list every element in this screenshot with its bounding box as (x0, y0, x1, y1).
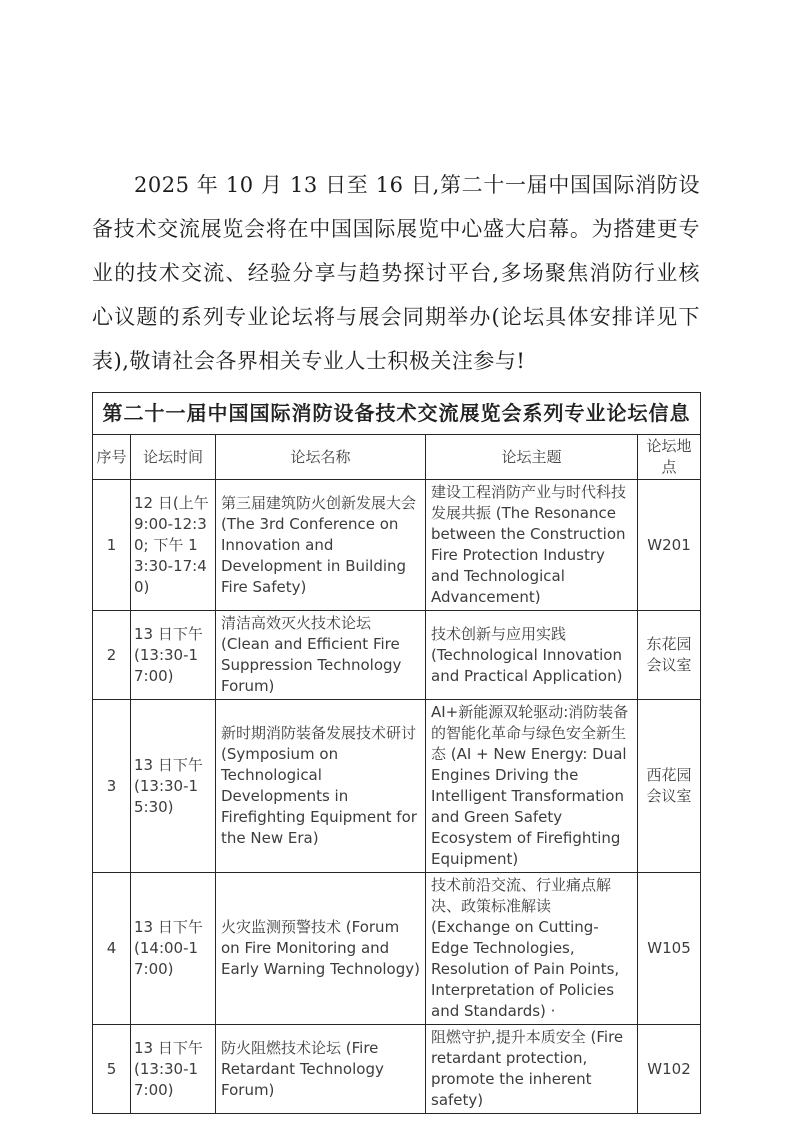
table-row (93, 873, 701, 1025)
cell-seq: 3 (93, 700, 131, 873)
col-header-seq: 序号 (93, 435, 131, 480)
table-row (93, 1025, 701, 1114)
cell-seq: 5 (93, 1025, 131, 1114)
cell-name: 清洁高效灭火技术论坛 (Clean and Efficient Fire Suppression Technology Forum) (216, 611, 426, 700)
cell-topic: 技术创新与应用实践 (Technological Innovation and Practical Application) (426, 611, 638, 700)
cell-location: W102 (638, 1025, 701, 1114)
cell-location: W201 (638, 480, 701, 611)
intro-paragraph: 2025 年 10 月 13 日至 16 日,第二十一届中国国际消防设备技术交流展览会将在中国国际展览中心盛大启幕。为搭建更专业的技术交流、经验分享与趋势探讨平台,多场聚焦消防行业核心议题的系列专业论坛将与展会同期举办(论坛具体安排详见下表),敬请社会各界相关专业人士积极关注参与! (92, 173, 700, 373)
cell-topic: AI+新能源双轮驱动:消防装备的智能化革命与绿色安全新生态 (AI + New Energy: Dual Engines Driving the Intelligent Transformation and Green Safety Ecosystem of Firefighting Equipment) (426, 700, 638, 873)
table-header-row (93, 435, 701, 480)
table-row (93, 611, 701, 700)
table-row (93, 700, 701, 873)
cell-time: 13 日下午 (14:00-17:00) (131, 873, 216, 1025)
cell-location: 西花园会议室 (638, 700, 701, 873)
table-row (93, 480, 701, 611)
cell-topic: 技术前沿交流、行业痛点解决、政策标准解读 (Exchange on Cutting-Edge Technologies, Resolution of Pain Points, Interpretation of Policies and Standards) · (426, 873, 638, 1025)
cell-time: 12 日(上午 9:00-12:30; 下午 13:30-17:40) (131, 480, 216, 611)
table-title: 第二十一届中国国际消防设备技术交流展览会系列专业论坛信息 (93, 393, 701, 435)
cell-time: 13 日下午 (13:30-15:30) (131, 700, 216, 873)
cell-topic: 建设工程消防产业与时代科技发展共振 (The Resonance between the Construction Fire Protection Industry and Technological Advancement) (426, 480, 638, 611)
cell-location: 东花园会议室 (638, 611, 701, 700)
cell-name: 新时期消防装备发展技术研讨 (Symposium on Technological Developments in Firefighting Equipment for the New Era) (216, 700, 426, 873)
cell-location: W105 (638, 873, 701, 1025)
cell-name: 防火阻燃技术论坛 (Fire Retardant Technology Forum) (216, 1025, 426, 1114)
cell-seq: 1 (93, 480, 131, 611)
cell-topic: 阻燃守护,提升本质安全 (Fire retardant protection, promote the inherent safety) (426, 1025, 638, 1114)
col-header-name: 论坛名称 (216, 435, 426, 480)
col-header-topic: 论坛主题 (426, 435, 638, 480)
cell-time: 13 日下午 (13:30-17:00) (131, 1025, 216, 1114)
cell-name: 第三届建筑防火创新发展大会 (The 3rd Conference on Innovation and Development in Building Fire Safety) (216, 480, 426, 611)
col-header-location: 论坛地点 (638, 435, 701, 480)
col-header-time: 论坛时间 (131, 435, 216, 480)
cell-name: 火灾监测预警技术 (Forum on Fire Monitoring and Early Warning Technology) (216, 873, 426, 1025)
forum-schedule-table (92, 392, 701, 1114)
cell-time: 13 日下午 (13:30-17:00) (131, 611, 216, 700)
cell-seq: 2 (93, 611, 131, 700)
table-title-row (93, 393, 701, 435)
cell-seq: 4 (93, 873, 131, 1025)
